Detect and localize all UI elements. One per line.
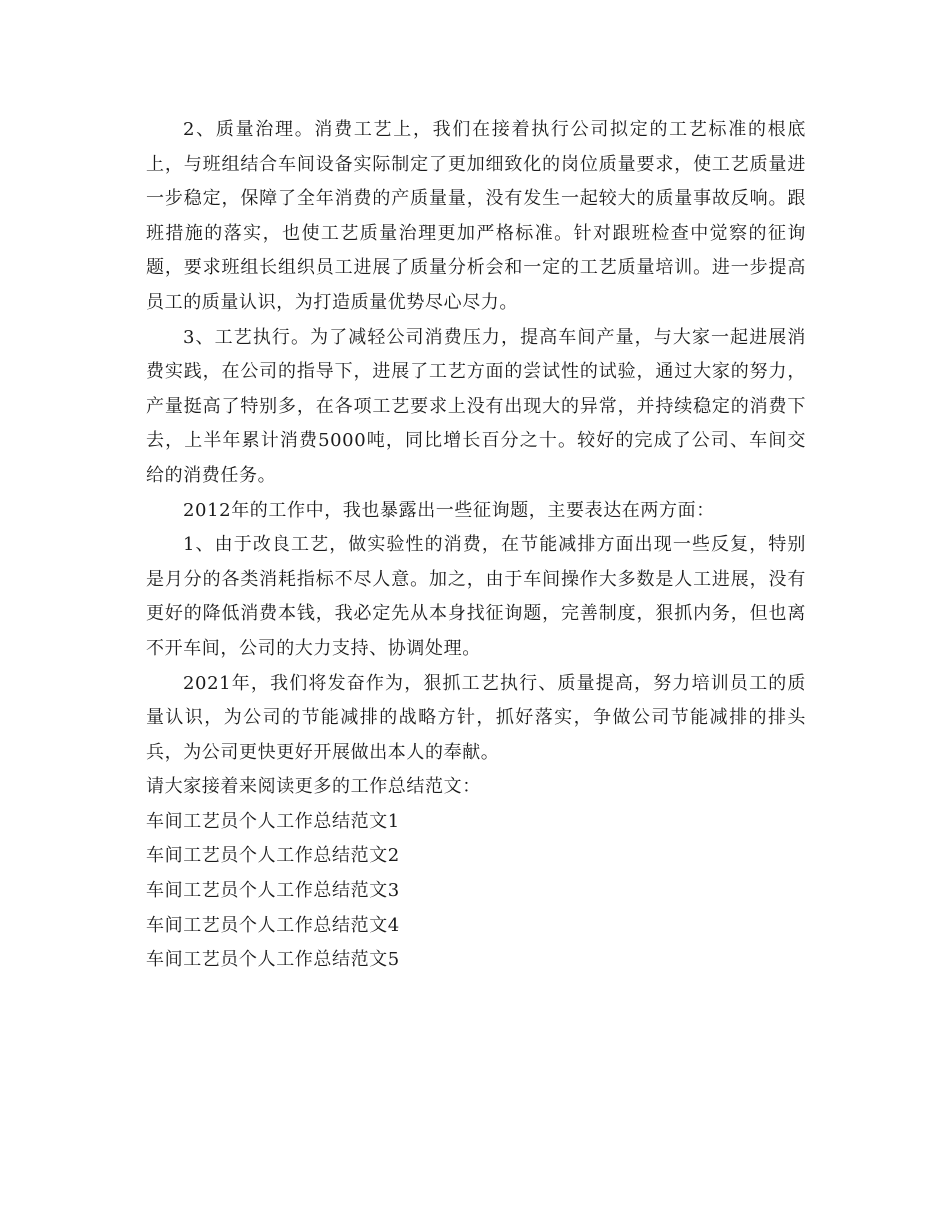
paragraph-process-execution: 3、工艺执行。为了减轻公司消费压力，提高车间产量，与大家一起进展消费实践，在公司的指导下，进展了工艺方面的尝试性的试验，通过大家的努力，产量挺高了特别多，在各项工艺要求上没有出现大的异常，并持续稳定的消费下去，上半年累计消费5000吨，同比增长百分之十。较好的完成了公司、车间交给的消费任务。: [146, 326, 806, 486]
related-link[interactable]: 车间工艺员个人工作总结范文4: [146, 914, 400, 936]
related-link[interactable]: 车间工艺员个人工作总结范文5: [146, 949, 400, 971]
related-link[interactable]: 车间工艺员个人工作总结范文1: [146, 810, 400, 832]
related-link[interactable]: 车间工艺员个人工作总结范文3: [146, 880, 400, 902]
document-body: [146, 113, 806, 978]
related-links-list: [146, 805, 806, 978]
paragraph-next-year-plan: 2021年，我们将发奋作为，狠抓工艺执行、质量提高，努力培训员工的质量认识，为公司的节能减排的战略方针，抓好落实，争做公司节能减排的排头兵，为公司更快更好开展做出本人的奉献。: [146, 672, 806, 763]
related-link[interactable]: 车间工艺员个人工作总结范文2: [146, 845, 400, 867]
reading-prompt: 请大家接着来阅读更多的工作总结范文：: [146, 776, 481, 798]
paragraph-problem-one: 1、由于改良工艺，做实验性的消费，在节能减排方面出现一些反复，特别是月分的各类消耗指标不尽人意。加之，由于车间操作大多数是人工进展，没有更好的降低消费本钱，我必定先从本身找征询题，完善制度，狠抓内务，但也离不开车间，公司的大力支持、协调处理。: [146, 534, 806, 659]
paragraph-problems-intro: 2012年的工作中，我也暴露出一些征询题，主要表达在两方面：: [183, 499, 715, 521]
paragraph-quality-management: 2、质量治理。消费工艺上，我们在接着执行公司拟定的工艺标准的根底上，与班组结合车间设备实际制定了更加细致化的岗位质量要求，使工艺质量进一步稳定，保障了全年消费的产质量量，没有发生一起较大的质量事故反响。跟班措施的落实，也使工艺质量治理更加严格标准。针对跟班检查中觉察的征询题，要求班组长组织员工进展了质量分析会和一定的工艺质量培训。进一步提高员工的质量认识，为打造质量优势尽心尽力。: [146, 119, 806, 313]
